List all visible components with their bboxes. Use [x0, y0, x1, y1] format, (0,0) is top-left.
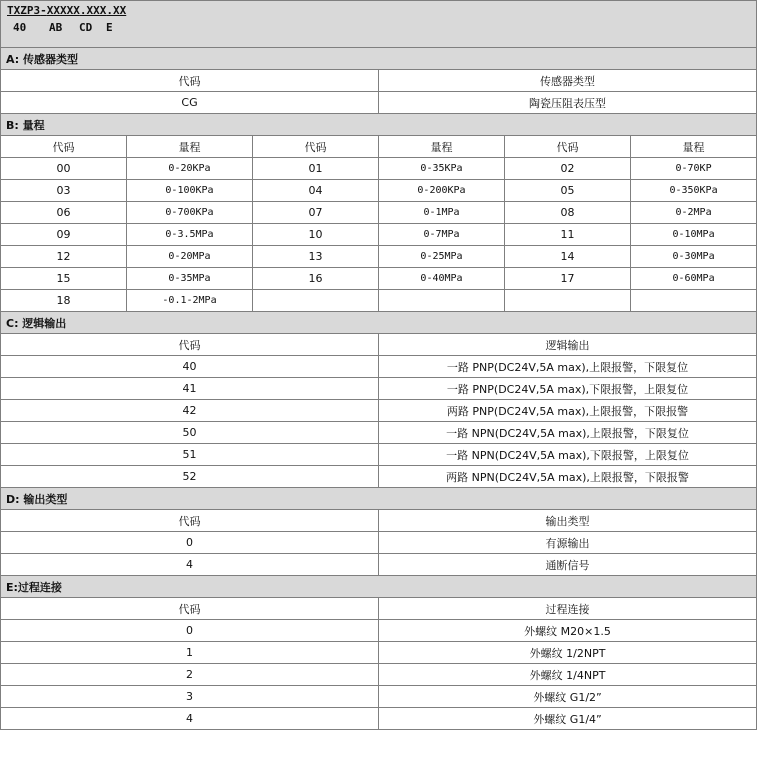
value-cell: 陶瓷压阻表压型 [379, 92, 757, 114]
code-cell: 04 [253, 180, 379, 202]
column-header: 逻辑输出 [379, 334, 757, 356]
value-cell: 0-40MPa [379, 268, 505, 290]
model-positions [7, 19, 750, 37]
value-cell: 0-70KP [631, 158, 757, 180]
value-cell: 0-35KPa [379, 158, 505, 180]
code-cell: 09 [1, 224, 127, 246]
model-sep: - [40, 4, 47, 17]
table-row [1, 290, 757, 312]
table-row [1, 422, 757, 444]
code-cell: 08 [505, 202, 631, 224]
model-prefix: TXZP3 [7, 4, 41, 17]
section-header-sensor: A: 传感器类型 [1, 48, 757, 70]
table-row [1, 620, 757, 642]
position-label: E [106, 21, 113, 34]
table-row [1, 268, 757, 290]
code-cell: 05 [505, 180, 631, 202]
value-cell: 两路 NPN(DC24V,5A max),上限报警，下限报警 [379, 466, 757, 488]
value-cell: 外螺纹 G1/2” [379, 686, 757, 708]
table-row [1, 334, 757, 356]
code-cell: 40 [1, 356, 379, 378]
value-cell: 外螺纹 1/4NPT [379, 664, 757, 686]
value-cell: 有源输出 [379, 532, 757, 554]
table-row [1, 444, 757, 466]
value-cell: 0-10MPa [631, 224, 757, 246]
table-row [1, 158, 757, 180]
position-label: AB [49, 21, 63, 34]
table-row [1, 664, 757, 686]
code-cell: 00 [1, 158, 127, 180]
table-row [1, 224, 757, 246]
table-row [1, 378, 757, 400]
code-cell: 11 [505, 224, 631, 246]
code-cell: 4 [1, 708, 379, 730]
value-cell: 0-35MPa [127, 268, 253, 290]
value-cell: 0-1MPa [379, 202, 505, 224]
value-cell: 0-3.5MPa [127, 224, 253, 246]
section-header-logic: C: 逻辑输出 [1, 312, 757, 334]
value-cell: 0-30MPa [631, 246, 757, 268]
value-cell: 0-700KPa [127, 202, 253, 224]
code-cell: 13 [253, 246, 379, 268]
value-cell: 两路 PNP(DC24V,5A max),上限报警，下限报警 [379, 400, 757, 422]
position-label: 40 [13, 21, 27, 34]
table-row [1, 598, 757, 620]
code-cell: 06 [1, 202, 127, 224]
column-header: 代码 [1, 136, 127, 158]
table-row [1, 554, 757, 576]
position-label: CD [79, 21, 93, 34]
column-header: 代码 [1, 70, 379, 92]
column-header: 输出类型 [379, 510, 757, 532]
value-cell [379, 290, 505, 312]
model-code-cell [1, 1, 757, 48]
value-cell: 0-60MPa [631, 268, 757, 290]
section-header-connection: E:过程连接 [1, 576, 757, 598]
table-row [1, 356, 757, 378]
section-header-output-type: D: 输出类型 [1, 488, 757, 510]
column-header: 代码 [1, 598, 379, 620]
value-cell: 通断信号 [379, 554, 757, 576]
model-code [7, 3, 750, 19]
value-cell: 0-2MPa [631, 202, 757, 224]
code-cell: 52 [1, 466, 379, 488]
code-cell: 02 [505, 158, 631, 180]
model-part-3: XX [113, 4, 127, 17]
code-cell: 15 [1, 268, 127, 290]
value-cell: 一路 NPN(DC24V,5A max),上限报警，下限复位 [379, 422, 757, 444]
value-cell: 0-200KPa [379, 180, 505, 202]
table-row [1, 642, 757, 664]
table-row [1, 510, 757, 532]
column-header: 代码 [253, 136, 379, 158]
column-header: 传感器类型 [379, 70, 757, 92]
section-header-range: B: 量程 [1, 114, 757, 136]
code-cell: 17 [505, 268, 631, 290]
value-cell: 0-100KPa [127, 180, 253, 202]
column-header: 代码 [1, 334, 379, 356]
code-cell: 03 [1, 180, 127, 202]
code-cell: 10 [253, 224, 379, 246]
column-header: 量程 [379, 136, 505, 158]
code-cell: 12 [1, 246, 127, 268]
code-cell: 51 [1, 444, 379, 466]
value-cell: 一路 PNP(DC24V,5A max),下限报警，上限复位 [379, 378, 757, 400]
model-part-1: XXXXX [46, 4, 80, 17]
value-cell: 0-350KPa [631, 180, 757, 202]
code-cell: 0 [1, 620, 379, 642]
table-row [1, 532, 757, 554]
model-part-2: XXX [86, 4, 107, 17]
code-cell: 01 [253, 158, 379, 180]
table-row [1, 180, 757, 202]
code-cell: 2 [1, 664, 379, 686]
column-header: 量程 [631, 136, 757, 158]
value-cell: 0-7MPa [379, 224, 505, 246]
code-cell [253, 290, 379, 312]
table-row [1, 202, 757, 224]
column-header: 过程连接 [379, 598, 757, 620]
value-cell: 一路 NPN(DC24V,5A max),下限报警，上限复位 [379, 444, 757, 466]
value-cell: -0.1-2MPa [127, 290, 253, 312]
table-row [1, 466, 757, 488]
table-row [1, 70, 757, 92]
code-cell: 14 [505, 246, 631, 268]
table-row [1, 136, 757, 158]
model-sep: . [106, 4, 113, 17]
value-cell: 外螺纹 1/2NPT [379, 642, 757, 664]
table-row [1, 246, 757, 268]
column-header: 代码 [505, 136, 631, 158]
table-row [1, 686, 757, 708]
code-cell: 42 [1, 400, 379, 422]
value-cell [631, 290, 757, 312]
code-cell: 3 [1, 686, 379, 708]
code-cell [505, 290, 631, 312]
table-row [1, 400, 757, 422]
code-cell: 4 [1, 554, 379, 576]
code-cell: 16 [253, 268, 379, 290]
value-cell: 一路 PNP(DC24V,5A max),上限报警，下限复位 [379, 356, 757, 378]
code-cell: 50 [1, 422, 379, 444]
model-sep: . [79, 4, 87, 17]
code-cell: 18 [1, 290, 127, 312]
value-cell: 外螺纹 M20×1.5 [379, 620, 757, 642]
code-cell: 41 [1, 378, 379, 400]
table-row [1, 708, 757, 730]
column-header: 量程 [127, 136, 253, 158]
value-cell: 0-25MPa [379, 246, 505, 268]
code-cell: 07 [253, 202, 379, 224]
code-cell: CG [1, 92, 379, 114]
value-cell: 0-20KPa [127, 158, 253, 180]
column-header: 代码 [1, 510, 379, 532]
table-row [1, 92, 757, 114]
code-cell: 0 [1, 532, 379, 554]
value-cell: 外螺纹 G1/4” [379, 708, 757, 730]
code-cell: 1 [1, 642, 379, 664]
value-cell: 0-20MPa [127, 246, 253, 268]
title-row [1, 1, 757, 48]
